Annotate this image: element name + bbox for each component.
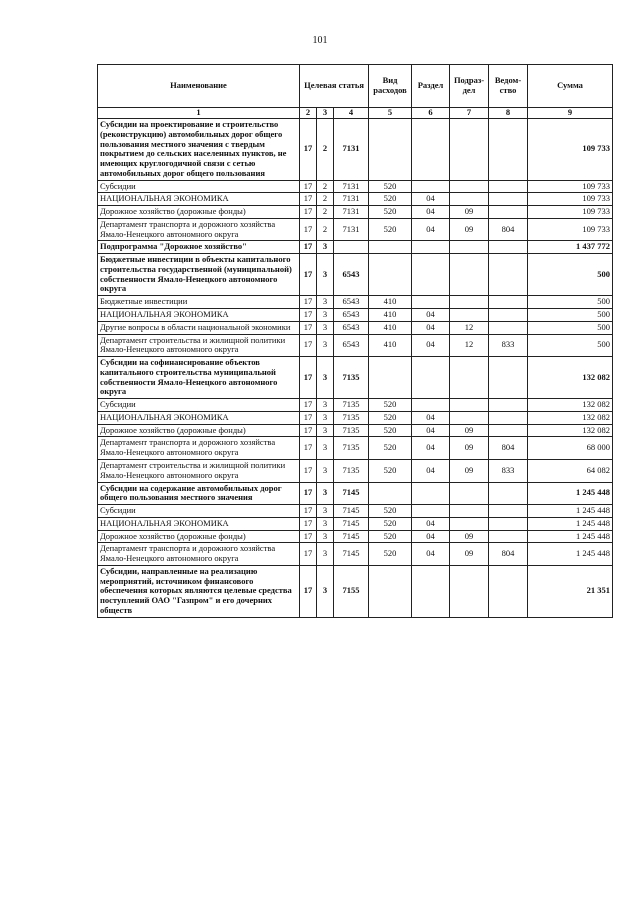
cell-subsection: [450, 411, 489, 424]
cell-subsection: [450, 565, 489, 617]
cell-target-code: 7135: [334, 411, 369, 424]
cell-subsection: 09: [450, 543, 489, 566]
cell-amount: 132 082: [528, 411, 613, 424]
cell-section: 04: [412, 517, 450, 530]
cell-amount: 109 733: [528, 206, 613, 219]
cell-amount: 1 245 448: [528, 543, 613, 566]
cell-name: Субсидии на проектирование и строительство (реконструкцию) автомобильных дорог общего пользования местного значения с твердым покрытием до сельских населенных пунктов, не имеющих круглогодичной связи с сетью автомобильных дорог общего пользования: [98, 119, 300, 181]
cell-department: 804: [489, 543, 528, 566]
cell-department: [489, 565, 528, 617]
table-row: [98, 424, 613, 437]
column-number: 9: [528, 108, 613, 119]
cell-amount: 1 437 772: [528, 241, 613, 254]
column-number: 5: [369, 108, 412, 119]
cell-target-code: 6543: [334, 296, 369, 309]
cell-expense-type: 520: [369, 193, 412, 206]
cell-name: Подпрограмма "Дорожное хозяйство": [98, 241, 300, 254]
cell-name: Департамент транспорта и дорожного хозяйства Ямало-Ненецкого автономного округа: [98, 437, 300, 460]
cell-subprogram: 2: [317, 206, 334, 219]
cell-subsection: [450, 309, 489, 322]
cell-target-code: 7135: [334, 459, 369, 482]
cell-department: [489, 119, 528, 181]
cell-subprogram: 2: [317, 193, 334, 206]
cell-section: [412, 565, 450, 617]
cell-expense-type: [369, 482, 412, 505]
cell-amount: 132 082: [528, 424, 613, 437]
cell-section: [412, 254, 450, 296]
cell-program: 17: [300, 399, 317, 412]
cell-target-code: 7145: [334, 517, 369, 530]
cell-program: 17: [300, 119, 317, 181]
cell-target-code: 7135: [334, 399, 369, 412]
cell-amount: 500: [528, 309, 613, 322]
cell-program: 17: [300, 254, 317, 296]
cell-amount: 1 245 448: [528, 482, 613, 505]
cell-subprogram: 2: [317, 180, 334, 193]
cell-section: 04: [412, 206, 450, 219]
table-row: [98, 543, 613, 566]
cell-program: 17: [300, 437, 317, 460]
header-amount: Сумма: [528, 65, 613, 108]
cell-name: Субсидии: [98, 399, 300, 412]
cell-target-code: 6543: [334, 254, 369, 296]
header-expense-type: Вид расходов: [369, 65, 412, 108]
column-number: 4: [334, 108, 369, 119]
cell-subsection: [450, 180, 489, 193]
cell-amount: 109 733: [528, 193, 613, 206]
cell-amount: 132 082: [528, 357, 613, 399]
cell-name: Другие вопросы в области национальной экономики: [98, 321, 300, 334]
cell-subsection: [450, 505, 489, 518]
cell-expense-type: 410: [369, 309, 412, 322]
cell-name: Дорожное хозяйство (дорожные фонды): [98, 206, 300, 219]
cell-expense-type: 520: [369, 399, 412, 412]
cell-target-code: 7145: [334, 543, 369, 566]
cell-name: Дорожное хозяйство (дорожные фонды): [98, 424, 300, 437]
cell-program: 17: [300, 206, 317, 219]
cell-target-code: 7155: [334, 565, 369, 617]
table-row: [98, 254, 613, 296]
cell-subprogram: 3: [317, 296, 334, 309]
cell-department: [489, 254, 528, 296]
cell-name: Департамент строительства и жилищной политики Ямало-Ненецкого автономного округа: [98, 459, 300, 482]
cell-target-code: 7131: [334, 206, 369, 219]
cell-subprogram: 3: [317, 517, 334, 530]
cell-program: 17: [300, 565, 317, 617]
cell-amount: 68 000: [528, 437, 613, 460]
cell-name: НАЦИОНАЛЬНАЯ ЭКОНОМИКА: [98, 309, 300, 322]
cell-subsection: 12: [450, 321, 489, 334]
cell-subprogram: 3: [317, 399, 334, 412]
cell-amount: 500: [528, 334, 613, 357]
cell-target-code: 6543: [334, 309, 369, 322]
cell-name: НАЦИОНАЛЬНАЯ ЭКОНОМИКА: [98, 517, 300, 530]
cell-department: [489, 517, 528, 530]
cell-subsection: [450, 193, 489, 206]
column-number: 6: [412, 108, 450, 119]
cell-name: Бюджетные инвестиции в объекты капитального строительства государственной (муниципальной) собственности Ямало-Ненецкого автономного округа: [98, 254, 300, 296]
cell-target-code: 7145: [334, 482, 369, 505]
cell-program: 17: [300, 180, 317, 193]
cell-department: [489, 180, 528, 193]
cell-section: 04: [412, 459, 450, 482]
cell-program: 17: [300, 505, 317, 518]
cell-department: 833: [489, 334, 528, 357]
cell-subprogram: 3: [317, 543, 334, 566]
cell-expense-type: 520: [369, 411, 412, 424]
cell-amount: 500: [528, 321, 613, 334]
cell-expense-type: 520: [369, 424, 412, 437]
cell-department: [489, 321, 528, 334]
table-row: [98, 459, 613, 482]
table-row: [98, 565, 613, 617]
table-row: [98, 334, 613, 357]
table-row: [98, 206, 613, 219]
header-department: Ведом-ство: [489, 65, 528, 108]
cell-subprogram: 3: [317, 309, 334, 322]
cell-subsection: [450, 482, 489, 505]
cell-department: [489, 357, 528, 399]
cell-subsection: 09: [450, 437, 489, 460]
cell-subprogram: 3: [317, 505, 334, 518]
column-number: 7: [450, 108, 489, 119]
cell-expense-type: 520: [369, 437, 412, 460]
cell-name: Бюджетные инвестиции: [98, 296, 300, 309]
cell-program: 17: [300, 357, 317, 399]
cell-section: [412, 119, 450, 181]
cell-section: 04: [412, 411, 450, 424]
cell-subprogram: 3: [317, 437, 334, 460]
cell-subsection: 09: [450, 206, 489, 219]
cell-subsection: [450, 241, 489, 254]
cell-target-code: 7135: [334, 437, 369, 460]
cell-amount: 1 245 448: [528, 517, 613, 530]
cell-target-code: 7131: [334, 218, 369, 241]
cell-subprogram: 3: [317, 482, 334, 505]
cell-expense-type: [369, 119, 412, 181]
cell-program: 17: [300, 517, 317, 530]
cell-target-code: 7145: [334, 530, 369, 543]
header-section: Раздел: [412, 65, 450, 108]
cell-subsection: [450, 357, 489, 399]
cell-subsection: 12: [450, 334, 489, 357]
cell-department: 804: [489, 437, 528, 460]
cell-expense-type: 520: [369, 180, 412, 193]
table-row: [98, 482, 613, 505]
table-row: [98, 119, 613, 181]
cell-subprogram: 2: [317, 218, 334, 241]
cell-target-code: 7135: [334, 424, 369, 437]
table-row: [98, 193, 613, 206]
cell-target-code: 6543: [334, 321, 369, 334]
cell-subsection: 09: [450, 459, 489, 482]
cell-section: 04: [412, 218, 450, 241]
cell-section: 04: [412, 334, 450, 357]
cell-subprogram: 3: [317, 565, 334, 617]
cell-amount: 1 245 448: [528, 530, 613, 543]
cell-name: Департамент транспорта и дорожного хозяйства Ямало-Ненецкого автономного округа: [98, 218, 300, 241]
cell-section: [412, 296, 450, 309]
cell-name: Дорожное хозяйство (дорожные фонды): [98, 530, 300, 543]
cell-target-code: 7131: [334, 119, 369, 181]
cell-subprogram: 3: [317, 530, 334, 543]
cell-program: 17: [300, 543, 317, 566]
cell-subsection: [450, 296, 489, 309]
cell-expense-type: 520: [369, 505, 412, 518]
header-row: [98, 65, 613, 108]
cell-department: [489, 399, 528, 412]
cell-name: Департамент транспорта и дорожного хозяйства Ямало-Ненецкого автономного округа: [98, 543, 300, 566]
cell-department: [489, 296, 528, 309]
cell-department: [489, 424, 528, 437]
cell-department: [489, 530, 528, 543]
cell-amount: 21 351: [528, 565, 613, 617]
cell-subprogram: 3: [317, 411, 334, 424]
cell-department: [489, 482, 528, 505]
cell-program: 17: [300, 241, 317, 254]
cell-section: [412, 505, 450, 518]
cell-program: 17: [300, 309, 317, 322]
cell-target-code: [334, 241, 369, 254]
cell-name: Субсидии на софинансирование объектов капитального строительства муниципальной собственности Ямало-Ненецкого автономного округа: [98, 357, 300, 399]
cell-name: Субсидии: [98, 180, 300, 193]
cell-expense-type: 520: [369, 530, 412, 543]
page-number: 101: [312, 35, 328, 46]
cell-program: 17: [300, 334, 317, 357]
table-row: [98, 218, 613, 241]
cell-section: [412, 482, 450, 505]
cell-program: 17: [300, 296, 317, 309]
cell-target-code: 7131: [334, 180, 369, 193]
cell-program: 17: [300, 482, 317, 505]
cell-expense-type: 520: [369, 459, 412, 482]
cell-amount: 500: [528, 296, 613, 309]
budget-table: [97, 64, 613, 618]
cell-department: [489, 309, 528, 322]
cell-program: 17: [300, 530, 317, 543]
table-row: [98, 296, 613, 309]
cell-name: Субсидии, направленные на реализацию мероприятий, источником финансового обеспечения которых являются целевые средства поступлений ОАО "Газпром" и его дочерних обществ: [98, 565, 300, 617]
cell-section: [412, 357, 450, 399]
cell-program: 17: [300, 321, 317, 334]
cell-subprogram: 3: [317, 357, 334, 399]
table-row: [98, 517, 613, 530]
cell-name: Субсидии: [98, 505, 300, 518]
cell-department: 804: [489, 218, 528, 241]
cell-expense-type: 520: [369, 218, 412, 241]
table-row: [98, 321, 613, 334]
cell-subsection: [450, 119, 489, 181]
header-name: Наименование: [98, 65, 300, 108]
cell-subprogram: 3: [317, 424, 334, 437]
cell-expense-type: 410: [369, 334, 412, 357]
cell-amount: 1 245 448: [528, 505, 613, 518]
cell-expense-type: [369, 565, 412, 617]
table-row: [98, 399, 613, 412]
cell-expense-type: [369, 241, 412, 254]
column-number-row: [98, 108, 613, 119]
table-row: [98, 437, 613, 460]
cell-program: 17: [300, 424, 317, 437]
cell-amount: 109 733: [528, 119, 613, 181]
cell-department: [489, 241, 528, 254]
cell-section: 04: [412, 543, 450, 566]
cell-subprogram: 3: [317, 254, 334, 296]
cell-name: Субсидии на содержание автомобильных дорог общего пользования местного значения: [98, 482, 300, 505]
cell-section: 04: [412, 309, 450, 322]
cell-subprogram: 3: [317, 241, 334, 254]
cell-section: 04: [412, 530, 450, 543]
cell-name: НАЦИОНАЛЬНАЯ ЭКОНОМИКА: [98, 193, 300, 206]
table-row: [98, 241, 613, 254]
cell-department: [489, 206, 528, 219]
table-row: [98, 411, 613, 424]
header-subsection: Подраз-дел: [450, 65, 489, 108]
cell-subprogram: 3: [317, 459, 334, 482]
cell-section: 04: [412, 437, 450, 460]
cell-expense-type: 410: [369, 296, 412, 309]
cell-expense-type: [369, 254, 412, 296]
cell-department: [489, 411, 528, 424]
cell-section: [412, 180, 450, 193]
cell-section: 04: [412, 424, 450, 437]
column-number: 1: [98, 108, 300, 119]
cell-department: [489, 193, 528, 206]
column-number: 3: [317, 108, 334, 119]
cell-expense-type: [369, 357, 412, 399]
cell-amount: 109 733: [528, 180, 613, 193]
table-row: [98, 309, 613, 322]
table-row: [98, 180, 613, 193]
cell-program: 17: [300, 193, 317, 206]
cell-section: [412, 399, 450, 412]
cell-program: 17: [300, 218, 317, 241]
cell-expense-type: 520: [369, 517, 412, 530]
cell-amount: 500: [528, 254, 613, 296]
cell-expense-type: 410: [369, 321, 412, 334]
cell-subsection: 09: [450, 218, 489, 241]
cell-target-code: 6543: [334, 334, 369, 357]
cell-department: 833: [489, 459, 528, 482]
cell-target-code: 7145: [334, 505, 369, 518]
column-number: 8: [489, 108, 528, 119]
cell-subsection: 09: [450, 530, 489, 543]
cell-amount: 109 733: [528, 218, 613, 241]
cell-subprogram: 3: [317, 321, 334, 334]
cell-department: [489, 505, 528, 518]
cell-subprogram: 3: [317, 334, 334, 357]
table-row: [98, 357, 613, 399]
cell-subsection: [450, 399, 489, 412]
table-row: [98, 505, 613, 518]
column-number: 2: [300, 108, 317, 119]
table-row: [98, 530, 613, 543]
cell-subsection: [450, 254, 489, 296]
cell-amount: 64 082: [528, 459, 613, 482]
cell-subprogram: 2: [317, 119, 334, 181]
cell-section: 04: [412, 321, 450, 334]
cell-expense-type: 520: [369, 206, 412, 219]
cell-section: 04: [412, 193, 450, 206]
cell-target-code: 7131: [334, 193, 369, 206]
cell-section: [412, 241, 450, 254]
cell-target-code: 7135: [334, 357, 369, 399]
cell-subsection: [450, 517, 489, 530]
cell-expense-type: 520: [369, 543, 412, 566]
cell-amount: 132 082: [528, 399, 613, 412]
header-target: Целевая статья: [300, 65, 369, 108]
cell-name: Департамент строительства и жилищной политики Ямало-Ненецкого автономного округа: [98, 334, 300, 357]
cell-program: 17: [300, 411, 317, 424]
cell-subsection: 09: [450, 424, 489, 437]
cell-name: НАЦИОНАЛЬНАЯ ЭКОНОМИКА: [98, 411, 300, 424]
cell-program: 17: [300, 459, 317, 482]
